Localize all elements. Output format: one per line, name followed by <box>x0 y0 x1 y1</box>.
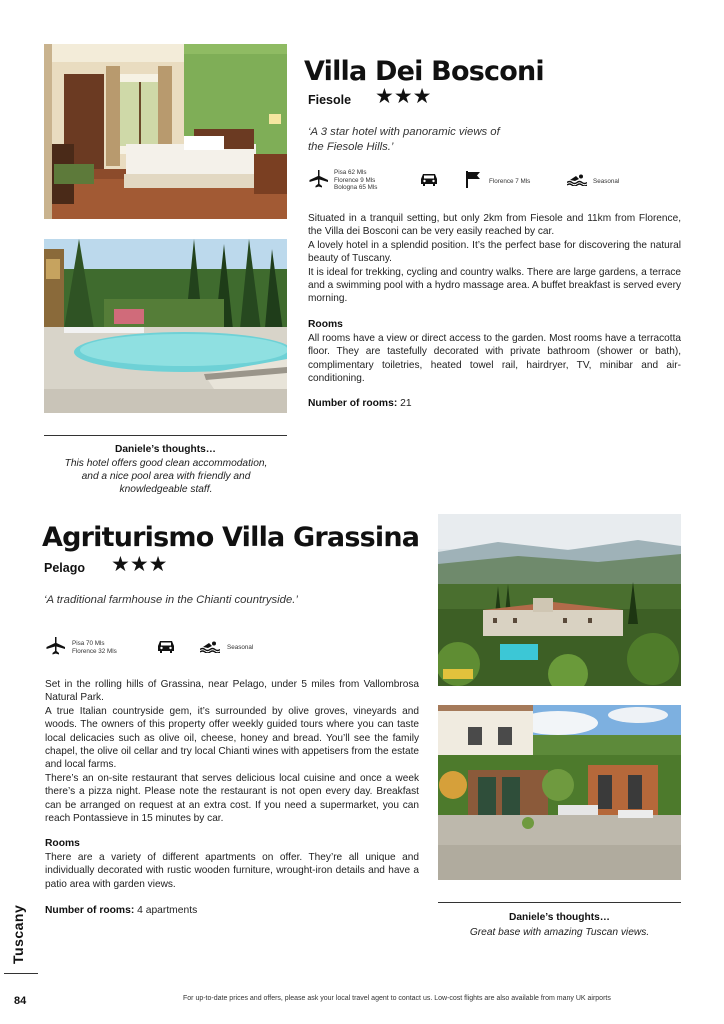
thoughts-text: Great base with amazing Tuscan views. <box>469 927 650 938</box>
villa-terrace-photo <box>438 705 681 880</box>
hotel-pool-photo <box>44 239 287 413</box>
car-icon <box>420 173 438 186</box>
hotel-description <box>308 212 681 306</box>
hotel-location: Fiesole <box>308 93 352 107</box>
countryside-view-photo <box>438 514 681 686</box>
swimming-icon <box>200 641 220 653</box>
thoughts-text: This hotel offers good clean accommodation, and a nice pool area with friendly and knowledgeable staff. <box>64 458 268 496</box>
rooms-count-value: 4 apartments <box>137 905 198 916</box>
rooms-description <box>308 332 681 386</box>
hotel-tagline: ‘A 3 star hotel with panoramic views of the Fiesole Hills.’ <box>308 126 500 153</box>
footer-note: For up-to-date prices and offers, please ask your local travel agent to contact us. Low-cost flights are also available from many UK airports <box>183 995 611 1002</box>
rooms-description <box>45 851 419 891</box>
rooms-count-label: Number of rooms: <box>308 398 398 409</box>
pool-info: Seasonal <box>227 644 254 651</box>
rooms-heading: Rooms <box>45 838 80 849</box>
description-paragraph: Set in the rolling hills of Grassina, near Pelago, under 5 miles from Vallombrosa Natural Park. <box>45 679 419 704</box>
station-distance: Florence 7 Mls <box>489 178 531 185</box>
rooms-text: All rooms have a view or direct access to the garden. Most rooms have a terracotta floor. They are tastefully decorated with private bathroom (shower or bath), complimentary toiletries, heated towel rail, hairdryer, TV, minibar and air-conditioning. <box>308 333 681 385</box>
page-number: 84 <box>14 995 27 1007</box>
airport-distance: Florence 9 Mls <box>334 176 376 184</box>
section-label: Tuscany <box>10 904 26 964</box>
description-paragraph: It is ideal for trekking, cycling and country walks. There are large gardens, a terrace and a swimming pool with a hydro massage area. A buffet breakfast is served every morning. <box>308 266 681 305</box>
car-icon <box>157 640 175 653</box>
airplane-icon <box>45 637 65 655</box>
rooms-text: There are a variety of different apartments on offer. They’re all unique and individually decorated with rustic wooden furniture, wrought-iron details and have a patio area with garden views. <box>45 852 419 890</box>
signpost-icon <box>466 171 480 188</box>
thoughts-title: Daniele’s thoughts… <box>115 444 216 455</box>
thoughts-title: Daniele’s thoughts… <box>509 912 610 923</box>
star-rating: ★★★ <box>375 84 432 108</box>
airport-distance: Pisa 62 Mls <box>334 169 367 176</box>
divider <box>44 435 287 436</box>
description-paragraph: There’s an on-site restaurant that serves delicious local cuisine and once a week there’s a pizza night. Please note the restaurant is not open every day. Breakfast can be arranged on request at an extra cost. If you need a supermarket, you can reach Pontassieve in 15 minutes by car. <box>45 772 419 825</box>
hotel-name: Villa Dei Bosconi <box>304 56 544 87</box>
rooms-count <box>308 398 412 409</box>
airport-distances <box>334 169 377 192</box>
section-tab-underline <box>4 973 38 974</box>
description-paragraph: Situated in a tranquil setting, but only 2km from Fiesole and 11km from Florence, the Villa dei Bosconi can be very easily reached by car. <box>308 213 681 238</box>
airport-distance: Pisa 70 Mls <box>72 640 105 647</box>
airport-distance: Florence 32 Mls <box>72 647 117 655</box>
swimming-icon <box>567 174 587 186</box>
rooms-count-label: Number of rooms: <box>45 905 135 916</box>
section-tab <box>4 892 40 972</box>
hotel-name: Agriturismo Villa Grassina <box>42 522 420 553</box>
hotel-description <box>45 678 419 825</box>
description-paragraph: A true Italian countryside gem, it’s surrounded by olive groves, vineyards and woods. The owners of this property offer weekly guided tours where you can taste local delicacies such as olive oil, cheese, honey and bread. You’ll see the family chapel, the olive oil cellar and try local Chianti wines with appetisers from the estate and local farms. <box>45 705 419 771</box>
hotel-tagline: ‘A traditional farmhouse in the Chianti countryside.’ <box>44 594 298 606</box>
airport-distances <box>72 640 117 655</box>
hotel-location: Pelago <box>44 561 85 575</box>
rooms-heading: Rooms <box>308 319 343 330</box>
rooms-count-value: 21 <box>400 398 412 409</box>
pool-info: Seasonal <box>593 178 620 185</box>
description-paragraph: A lovely hotel in a splendid position. It’s the perfect base for discovering the natural beauty of Tuscany. <box>308 239 681 265</box>
airplane-icon <box>308 170 328 188</box>
airport-distance: Bologna 65 Mls <box>334 184 378 192</box>
hotel-bedroom-photo <box>44 44 287 219</box>
star-rating: ★★★ <box>111 552 168 576</box>
rooms-count <box>45 905 197 916</box>
divider <box>438 902 681 903</box>
